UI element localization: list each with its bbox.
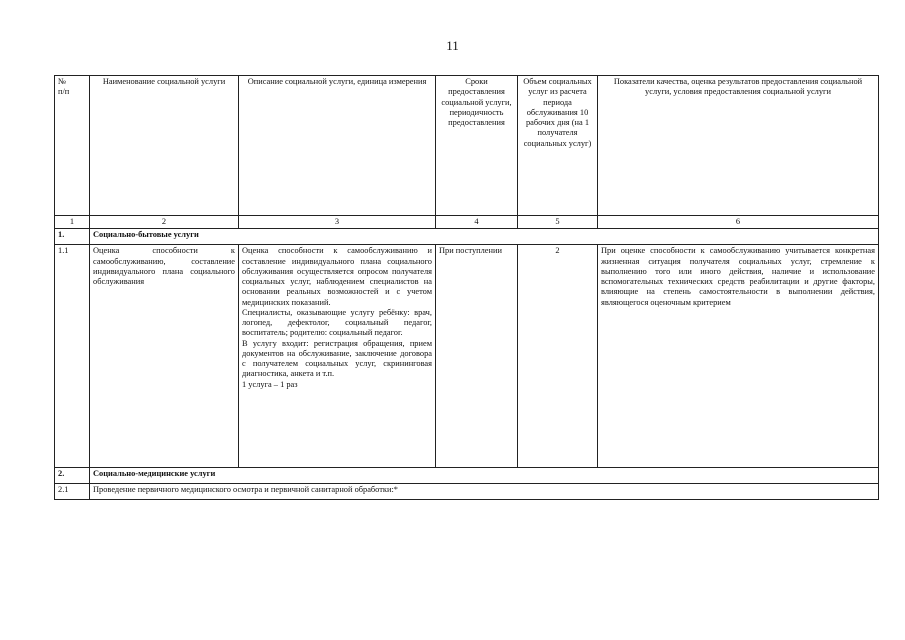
page-number: 11	[446, 38, 459, 53]
column-number: 3	[239, 216, 436, 229]
service-quality: При оценке способности к самообслуживанию учитывается конкретная жизненная ситуация получателя социальных услуг, стремление к выполнению того или иного действия, наличие и использование вспомогательных технических средств реабилитации и другие факторы, влияющие на степень самостоятельности в выполнении действия, являющегося оценочным критерием	[598, 245, 879, 468]
table-header-row	[55, 76, 879, 216]
section-title: Социально-бытовые услуги	[90, 229, 879, 245]
row-number: 2.1	[55, 484, 90, 500]
row-number: 1.1	[55, 245, 90, 468]
column-number: 2	[90, 216, 239, 229]
service-name: Оценка способности к самообслуживанию, составление индивидуального плана социального обслуживания	[90, 245, 239, 468]
header-service-terms: Сроки предоставления социальной услуги, периодичность предоставления	[436, 76, 518, 216]
header-service-description: Описание социальной услуги, единица измерения	[239, 76, 436, 216]
description-paragraph: 1 услуга – 1 раз	[242, 379, 298, 389]
social-services-table	[54, 75, 879, 500]
column-number: 4	[436, 216, 518, 229]
section-row-social-medical	[55, 468, 879, 484]
column-number: 6	[598, 216, 879, 229]
column-number: 5	[518, 216, 598, 229]
section-number: 1.	[55, 229, 90, 245]
description-paragraph: Оценка способности к самообслуживанию и составление индивидуального плана социального обслуживания осуществляется опросом получателя социальных услуг, наблюдением специалистов на основании реальных возможностей и с учетом медицинских показаний.	[242, 246, 432, 307]
header-service-name: Наименование социальной услуги	[90, 76, 239, 216]
section-number: 2.	[55, 468, 90, 484]
table-row	[55, 245, 879, 468]
row-text: Проведение первичного медицинского осмотра и первичной санитарной обработки:*	[90, 484, 879, 500]
description-paragraph: В услугу входит: регистрация обращения, прием документов на обслуживание, заключение договора с получателем социальных услуг, скрининговая диагностика, анкета и т.п.	[242, 338, 432, 379]
column-number-row	[55, 216, 879, 229]
service-volume: 2	[518, 245, 598, 468]
section-title: Социально-медицинские услуги	[90, 468, 879, 484]
header-service-volume: Объем социальных услуг из расчета периода обслуживания 10 рабочих дня (на 1 получателя социальных услуг)	[518, 76, 598, 216]
header-quality-indicators: Показатели качества, оценка результатов предоставления социальной услуги, условия предоставления социальной услуги	[598, 76, 879, 216]
description-paragraph: Специалисты, оказывающие услугу ребёнку: врач, логопед, дефектолог, социальный педагог, воспитатель; родителю: социальный педагог.	[242, 307, 432, 338]
service-term: При поступлении	[436, 245, 518, 468]
section-row-social-household	[55, 229, 879, 245]
header-number: № п/п	[55, 76, 90, 216]
table-row	[55, 484, 879, 500]
column-number: 1	[55, 216, 90, 229]
service-description	[239, 245, 436, 468]
